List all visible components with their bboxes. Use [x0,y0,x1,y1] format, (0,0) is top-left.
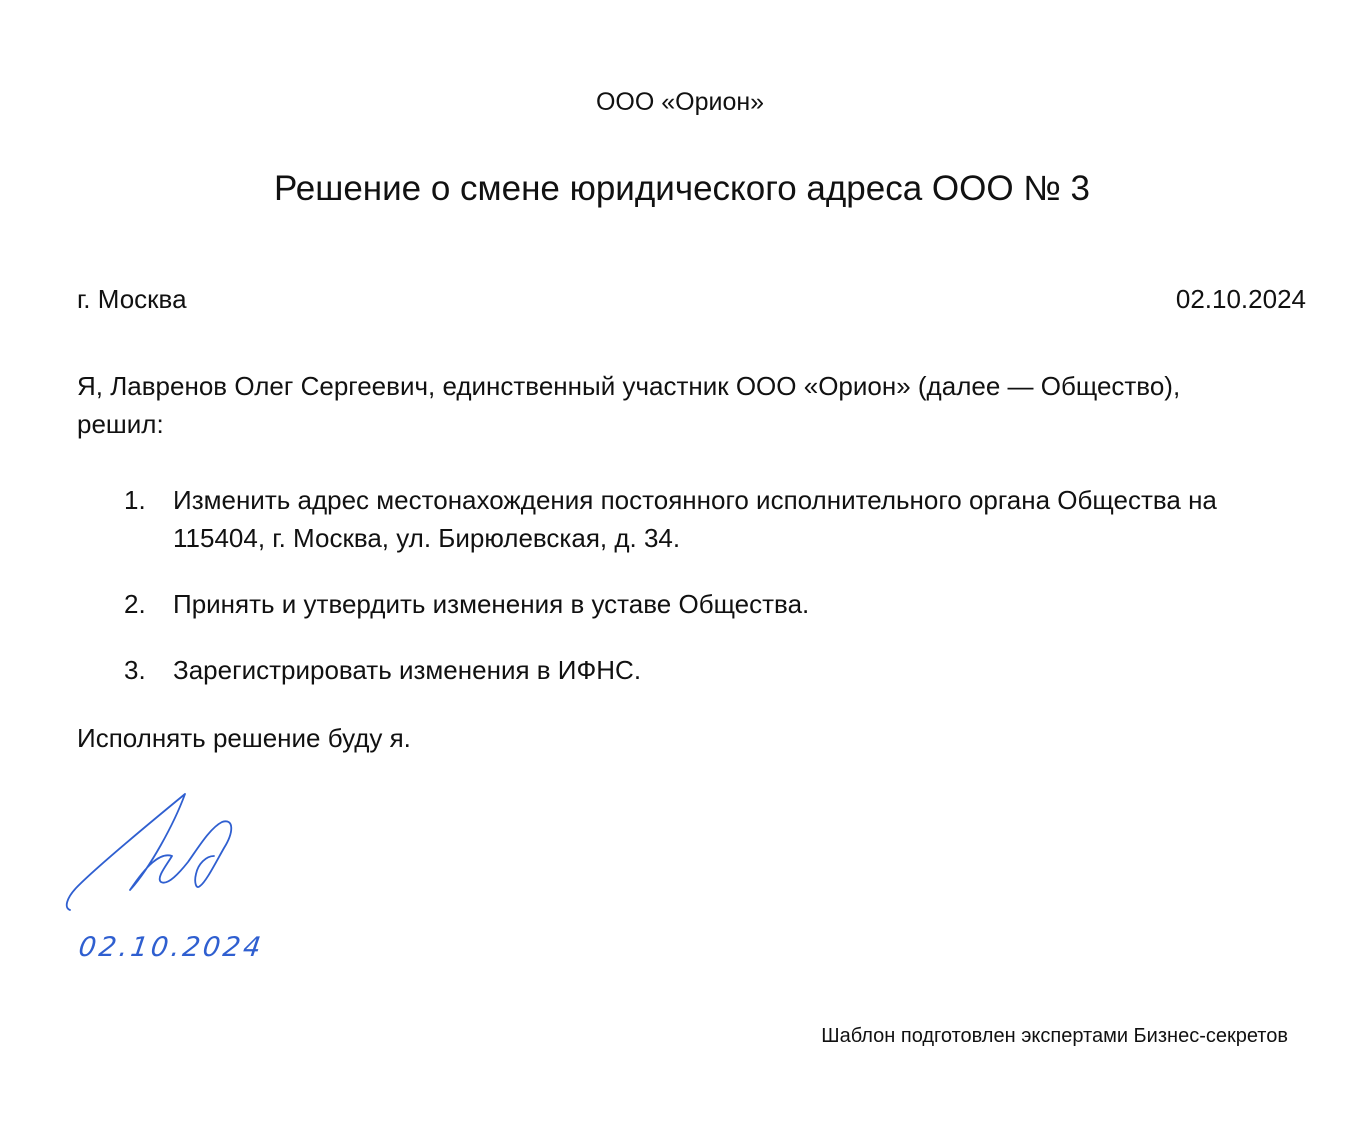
list-item [77,651,1237,689]
handwritten-signature [56,786,246,921]
handwritten-date: 02.10.2024 [76,932,266,963]
list-item-text: Изменить адрес местонахождения постоянного исполнительного органа Общества на 115404, г. Москва, ул. Бирюлевская, д. 34. [173,485,1217,553]
intro-paragraph: Я, Лавренов Олег Сергеевич, единственный участник ООО «Орион» (далее — Общество), решил: [77,371,1181,439]
list-item-number: 3. [124,655,146,685]
document-date: 02.10.2024 [1175,284,1306,314]
company-name: ООО «Орион» [595,88,765,116]
document-title: Решение о смене юридического адреса ООО № 3 [273,169,1091,208]
list-item-number: 1. [124,485,146,515]
list-item [77,481,1237,557]
document-city: г. Москва [77,284,187,314]
list-item-text: Зарегистрировать изменения в ИФНС. [173,655,642,685]
list-item-number: 2. [124,589,146,619]
decision-list [77,481,1237,717]
footer-note: Шаблон подготовлен экспертами Бизнес-секретов [821,1025,1288,1047]
list-item-text: Принять и утвердить изменения в уставе Общества. [173,589,810,619]
closing-statement: Исполнять решение буду я. [77,723,411,753]
list-item [77,585,1237,623]
